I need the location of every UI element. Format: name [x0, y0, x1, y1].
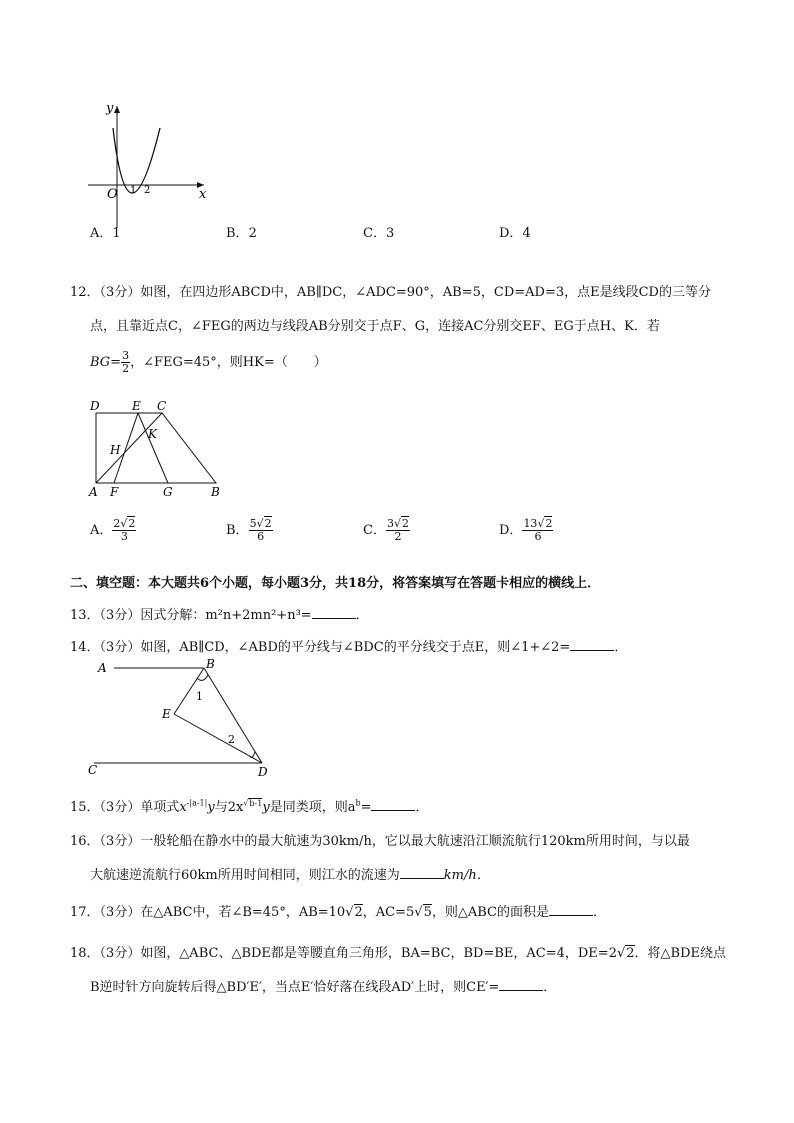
- q14-label-2: 2: [228, 733, 235, 746]
- q12-label-f: F: [110, 485, 119, 499]
- q11-parabola-graph: [86, 98, 212, 230]
- q18-line1: 18．（3分）如图，△ABC、△BDE都是等腰直角三角形，BA=BC，BD=BE，AC=4，DE=2√2．将△BDE绕点: [70, 946, 727, 961]
- q16-answer-blank[interactable]: [400, 866, 444, 879]
- q11-x-label: x: [199, 187, 207, 202]
- q14-label-e: E: [162, 707, 171, 721]
- q12-line1: 12．（3分）如图，在四边形ABCD中，AB∥DC，∠ADC=90°，AB=5，CD=AD=3，点E是线段CD的三等分: [70, 285, 711, 300]
- q14-label-1: 1: [196, 690, 203, 703]
- q12-label-a: A: [89, 485, 98, 499]
- q14-segment-ed: [174, 714, 262, 763]
- q12-line3: BG= $\frac{3}{2}$ ，∠FEG=45°，则HK=（ ）: [90, 349, 327, 375]
- section2-heading: 二、填空题：本大题共6个小题，每小题3分，共18分，将答案填写在答题卡相应的横线上．: [70, 576, 601, 591]
- q12-fraction: $\frac{3}{2}$: [122, 349, 130, 375]
- q14-label-b: B: [206, 657, 215, 671]
- q14-label-a: A: [98, 661, 107, 675]
- q12-label-k: K: [148, 427, 157, 441]
- q14-figure: [86, 656, 278, 780]
- q14-label-c: C: [88, 763, 98, 777]
- q11-parabola-curve: [113, 128, 160, 193]
- q14-segment-bd: [204, 668, 262, 763]
- q12-label-b: B: [211, 485, 220, 499]
- q15-text: 15．（3分）单项式$x^{-|a-1|}y$与$2x^{√b-1}y$是同类项，则$a^b=$ ．: [70, 798, 429, 815]
- q12-option-a: A． $\frac{2√2}{3}$: [90, 517, 136, 543]
- q18-line2: B逆时针方向旋转后得△BD′E′，当点E′恰好落在线段AD′上时，则CE′= ．: [90, 980, 557, 995]
- q11-y-axis-arrow: [114, 106, 120, 113]
- q13-answer-blank[interactable]: [312, 606, 356, 619]
- q14-text: 14．（3分）如图，AB∥CD，∠ABD的平分线与∠BDC的平分线交于点E，则∠1+∠2= ．: [70, 640, 628, 655]
- q12-option-d: D． $\frac{13√2}{6}$: [499, 517, 553, 543]
- q11-origin-label: O: [107, 187, 118, 202]
- q18-answer-blank[interactable]: [499, 978, 543, 991]
- q11-option-b: B．2: [226, 226, 257, 241]
- q14-angle2-arc: [250, 752, 255, 757]
- q16-line1: 16．（3分）一般轮船在静水中的最大航速为30km/h，它以最大航速沿江顺流航行120km所用时间，与以最: [70, 834, 690, 849]
- q12-label-e: E: [132, 399, 141, 413]
- q17-answer-blank[interactable]: [549, 903, 593, 916]
- q12-trapezoid-figure: [84, 396, 234, 502]
- q11-tick-1: 1: [130, 185, 137, 196]
- q17-text: 17．（3分）在△ABC中，若∠B=45°，AB=10√2，AC=5√5，则△ABC的面积是 ．: [70, 905, 607, 920]
- q11-option-c: C．3: [363, 226, 395, 241]
- q11-tick-2: 2: [144, 185, 151, 196]
- q12-diagonal-ac: [96, 413, 162, 483]
- q16-line2: 大航速逆流航行60km所用时间相同，则江水的流速为 km/h．: [90, 868, 490, 883]
- q15-answer-blank[interactable]: [371, 798, 415, 811]
- q12-label-d: D: [90, 399, 100, 413]
- q11-option-d: D．4: [499, 226, 531, 241]
- q14-answer-blank[interactable]: [570, 638, 614, 651]
- q12-line2: 点，且靠近点C，∠FEG的两边与线段AB分别交于点F、G，连接AC分别交EF、EG于点H、K．若: [90, 319, 660, 334]
- q12-option-c: C． $\frac{3√2}{2}$: [363, 517, 409, 543]
- q14-label-d: D: [258, 765, 268, 779]
- q13-text: 13．（3分）因式分解：m²n+2mn²+n³= ．: [70, 608, 369, 623]
- q11-option-a: A．1: [90, 226, 121, 241]
- q12-label-c: C: [157, 399, 167, 413]
- q12-segment-eg: [138, 413, 168, 483]
- q12-label-h: H: [110, 443, 121, 457]
- q12-option-b: B． $\frac{5√2}{6}$: [226, 517, 272, 543]
- q12-label-g: G: [163, 485, 173, 499]
- q11-y-label: y: [106, 101, 114, 116]
